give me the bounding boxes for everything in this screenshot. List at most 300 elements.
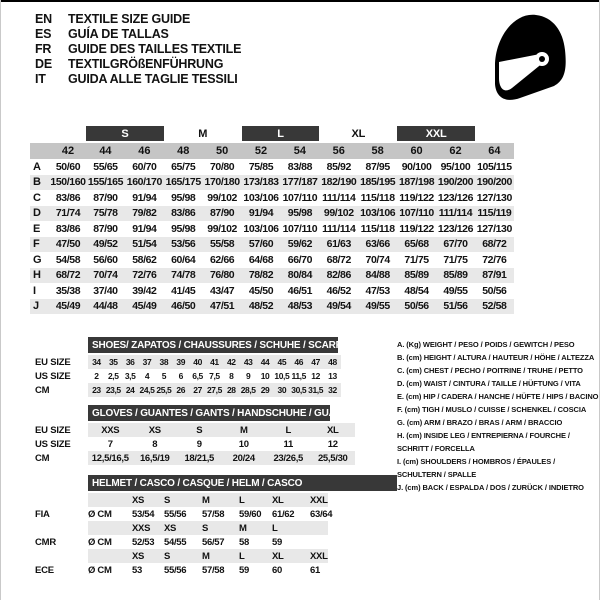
measurement-cell: 76/80 [209,269,235,282]
table-cell: 16,5/19 [139,452,170,464]
measurement-cell: 185/195 [360,176,396,189]
table-row [35,383,341,397]
table-cell: 31,5 [308,385,324,395]
measurement-cell: 111/114 [322,222,356,235]
size-band-xxl: XXL [397,126,475,141]
measurement-cell: 91/94 [248,207,274,220]
table-cell: 58 [239,536,249,548]
measurement-cell: 58/62 [132,253,157,266]
table-cell: M [202,494,210,506]
measurement-cell: 41/45 [171,284,196,297]
table-cell: 63/64 [310,508,333,520]
section-title-bar: HELMET / CASCO / CASQUE / HELM / CASCO [88,475,397,491]
measurement-cell: 103/106 [243,222,279,235]
table-cell: 11 [283,438,293,450]
measurement-row [30,283,514,299]
measurement-cell: 35/38 [55,284,81,297]
table-cell: 6 [178,371,183,381]
measurement-cell: 47/51 [209,300,235,313]
table-cell: 35 [108,357,118,367]
measurement-cell: 50/56 [482,284,507,297]
table-cell: S [202,522,209,534]
measurement-cell: 119/122 [399,191,434,204]
measurement-cell: 72/76 [132,269,157,282]
legend-line: I. (cm) SHOULDERS / HOMBROS / ÉPAULES / [397,457,556,466]
measurement-cell: 91/94 [132,222,157,235]
table-cell: 12 [327,438,338,450]
side-label: US SIZE [35,438,71,450]
guide-title: TEXTILE SIZE GUIDE [68,12,191,26]
page-top-border [0,0,600,2]
measurement-cell: 53/56 [171,238,196,251]
row-cells [88,423,355,437]
language-title-list [35,12,241,87]
section-header-row [35,405,355,423]
row-letter: I [33,284,37,297]
guide-title: GUIDE DES TAILLES TEXTILE [68,42,242,56]
table-cell: M [239,424,248,436]
size-band-xl: XL [351,127,366,140]
measurement-cell: 90/100 [401,160,432,173]
table-cell: S [196,424,203,436]
table-cell: 34 [92,357,101,367]
measurement-cell: 123/126 [437,191,474,204]
measurement-cell: 51/56 [443,300,468,313]
table-cell: 29 [260,385,270,395]
measurement-cell: 46/50 [171,300,196,313]
side-label: FIA [35,508,50,520]
measurement-row [30,268,514,284]
measurement-cell: 75/78 [93,207,118,220]
row-letter: E [33,222,41,235]
measurement-cell: 68/72 [482,238,507,251]
measurement-cell: 111/114 [322,191,356,204]
legend-line: G. (cm) ARM / BRAZO / BRAS / ARM / BRACCIO [397,418,563,427]
row-cells [88,383,341,397]
measurement-cell: 37/40 [93,284,118,297]
measurement-row [30,237,514,253]
table-cell: 59 [272,536,282,548]
measurement-cell: 83/86 [55,191,81,204]
row-cells [88,437,355,451]
table-cell: 23/26,5 [273,452,304,464]
measurement-cell: 99/102 [207,191,237,204]
shoes-size-table [35,337,349,397]
table-cell: 47 [311,357,320,367]
numeric-size: 42 [61,145,75,157]
numeric-size-row [30,143,514,159]
measurement-cell: 39/42 [132,284,157,297]
table-cell: 45 [277,357,287,367]
table-cell: 43 [243,357,253,367]
table-cell: 9 [196,438,202,450]
table-cell: 53/54 [132,508,155,520]
row-letter: C [33,191,41,204]
table-cell: 26 [176,385,186,395]
row-cells [88,507,333,521]
racing-helmet-icon [490,14,568,109]
measurement-row [30,299,514,315]
measurement-cell: 155/165 [87,176,124,189]
measurement-cell: 165/175 [165,176,201,189]
numeric-size: 54 [293,145,307,157]
measurement-cell: 173/183 [243,176,279,189]
measurement-cell: 49/55 [443,284,468,297]
section-title-bar: GLOVES / GUANTES / GANTS / HANDSCHUHE / GUANTI [88,405,330,421]
measurement-cell: 48/53 [287,300,313,313]
table-cell: XL [272,550,284,562]
row-cells [88,563,328,577]
section-header-row [35,475,397,493]
numeric-size: 56 [332,145,345,157]
table-row [35,451,355,465]
table-cell: 40 [193,357,202,367]
legend-line: B. (cm) HEIGHT / ALTURA / HAUTEUR / HÖHE / ALTEZZA [397,353,595,362]
table-cell: 27 [193,385,202,395]
table-cell: XXS [132,522,151,534]
measurement-cell: 45/50 [248,284,274,297]
language-code: FR [35,42,52,56]
table-cell: L [239,494,245,506]
measurement-row [30,252,514,268]
measurement-cell: 79/82 [132,207,157,220]
measurement-cell: 107/110 [282,222,318,235]
size-band-m: M [198,127,208,140]
size-band-row [30,126,514,141]
measurement-cell: 51/54 [132,238,157,251]
side-label: US SIZE [35,370,71,382]
measurement-cell: 75/85 [248,160,274,173]
row-cells [88,355,341,369]
measurement-cell: 55/65 [93,160,118,173]
measurement-row [30,175,514,191]
table-row [35,563,397,577]
measurement-cell: 63/66 [365,238,390,251]
numeric-size: 50 [215,145,229,157]
table-cell: 6,5 [192,371,203,381]
language-code: ES [35,27,52,41]
measurement-cell: 48/54 [404,284,429,297]
measurement-cell: 66/70 [287,253,313,266]
measurement-cell: 103/106 [360,207,396,220]
numeric-size: 52 [254,145,268,157]
language-row [35,57,241,72]
measurement-cell: 99/102 [207,222,237,235]
measurement-cell: 111/114 [438,207,473,220]
side-label: CM [35,384,50,396]
measurement-cell: 64/68 [248,253,274,266]
measurement-cell: 85/89 [404,269,429,282]
row-cells [88,535,328,549]
table-cell: 52/53 [132,536,155,548]
measurement-cell: 71/74 [55,207,81,220]
measurement-cell: 71/75 [443,253,468,266]
measurement-cell: 91/94 [132,191,157,204]
table-cell: 61/62 [272,508,295,520]
table-cell: 56/57 [202,536,225,548]
measurement-cell: 57/60 [248,238,274,251]
legend-line: D. (cm) WAIST / CINTURA / TAILLE / HÜFTUNG / VITA [397,379,581,388]
measurement-cell: 47/50 [55,238,81,251]
table-row [35,507,397,521]
table-cell: 24 [125,385,135,395]
table-cell: XXS [101,424,120,436]
table-cell: 42 [226,357,236,367]
table-cell: 59 [239,564,249,576]
gloves-size-table [35,405,355,465]
table-cell: XS [132,494,145,506]
table-cell: 23,5 [105,385,121,395]
row-letter: F [33,238,40,251]
section-header-row [35,337,349,355]
language-row [35,42,241,57]
guide-title: GUÍA DE TALLAS [68,27,169,41]
table-cell: 12 [311,371,320,381]
measurement-cell: 182/190 [321,176,357,189]
row-cells [88,493,328,507]
table-cell: 8 [152,438,158,450]
numeric-size: 60 [410,145,423,157]
table-cell: 2 [94,371,99,381]
measurement-cell: 177/187 [282,176,318,189]
table-cell: XL [272,494,284,506]
measurement-cell: 50/56 [404,300,429,313]
table-cell: 7 [107,438,113,450]
numeric-size: 58 [371,145,384,157]
table-cell: 18/21,5 [184,452,215,464]
measurement-cell: 61/63 [326,238,351,251]
measurement-cell: 170/180 [204,176,240,189]
language-row [35,12,241,27]
table-cell: 38 [159,357,169,367]
table-cell: Ø CM [88,536,112,548]
measurement-cell: 45/49 [132,300,157,313]
side-label: EU SIZE [35,356,71,368]
measurement-cell: 87/91 [482,269,507,282]
table-cell: XXL [310,494,328,506]
legend-line: SCHRITT / FORCELLA [397,444,475,453]
measurement-cell: 123/126 [437,222,474,235]
table-cell: 55/56 [164,508,187,520]
table-cell: 13 [328,371,337,381]
helmet-size-table [35,475,397,577]
measurement-cell: 70/80 [209,160,235,173]
measurement-cell: 83/88 [287,160,313,173]
measurement-cell: 62/66 [209,253,235,266]
table-cell: 25,5 [156,385,172,395]
table-cell: 12,5/16,5 [91,452,129,464]
table-cell: 5 [161,371,167,381]
measurement-cell: 160/170 [126,176,162,189]
measurement-cell: 95/98 [287,207,313,220]
table-cell: S [164,550,171,562]
measurement-cell: 85/89 [443,269,468,282]
table-cell: 7,5 [209,371,220,381]
measurement-row [30,206,514,222]
measurement-cell: 67/70 [443,238,468,251]
legend-line: A. (Kg) WEIGHT / PESO / POIDS / GEWITCH / PESO [397,340,575,349]
main-size-table [30,126,514,314]
row-cells [88,549,328,563]
table-cell: 10 [238,438,249,450]
table-cell: 37 [142,357,152,367]
measurement-cell: 49/55 [365,300,390,313]
numeric-size: 44 [99,145,112,157]
measurement-cell: 95/100 [440,160,471,173]
measurement-cell: 95/98 [171,191,196,204]
measurement-legend [397,338,597,494]
measurement-cell: 87/90 [209,207,235,220]
measurement-cell: 84/88 [365,269,390,282]
table-cell: 10,5 [274,371,290,381]
measurement-cell: 68/72 [326,253,351,266]
table-cell: 44 [260,357,270,367]
table-cell: 41 [210,357,219,367]
table-cell: XS [148,424,161,436]
measurement-cell: 87/90 [93,222,118,235]
language-code: EN [35,12,52,26]
guide-title: GUIDA ALLE TAGLIE TESSILI [68,72,238,86]
language-row [35,72,241,87]
measurement-cell: 115/118 [360,222,395,235]
table-cell: 60 [272,564,282,576]
measurement-cell: 46/52 [326,284,351,297]
table-cell: 3,5 [124,371,136,381]
table-cell: 23 [92,385,101,395]
measurement-cell: 115/118 [360,191,395,204]
table-cell: Ø CM [88,508,112,520]
measurement-cell: 78/82 [248,269,274,282]
row-cells [88,521,328,535]
table-row [35,355,341,369]
legend-line: J. (cm) BACK / ESPALDA / DOS / ZURÜCK / INDIETRO [397,483,584,492]
table-cell: L [239,550,245,562]
table-cell: XL [326,424,339,436]
row-cells [88,369,341,383]
measurement-row [30,190,514,206]
table-cell: 61 [310,564,320,576]
measurement-cell: 82/86 [326,269,351,282]
legend-line: SCHULTERN / SPALLE [397,470,477,479]
side-label: ECE [35,564,54,576]
table-row [35,535,397,549]
numeric-size: 48 [177,145,190,157]
measurement-cell: 87/90 [93,191,118,204]
size-band-l: L [242,126,320,141]
measurement-cell: 119/122 [399,222,434,235]
table-cell: 30 [277,385,287,395]
table-cell: 28,5 [240,385,256,395]
measurement-cell: 70/74 [93,269,118,282]
table-row [35,437,355,451]
table-cell: XS [132,550,145,562]
table-cell: Ø CM [88,564,112,576]
row-letter: D [33,207,41,220]
measurement-cell: 99/102 [323,207,354,220]
measurement-cell: 71/75 [404,253,429,266]
measurement-cell: 72/76 [482,253,507,266]
row-letter: H [33,269,41,282]
row-cells [88,451,355,465]
table-cell: 48 [328,357,337,367]
table-cell: S [164,494,171,506]
measurement-cell: 103/106 [243,191,279,204]
measurement-cell: 52/58 [482,300,507,313]
table-cell: 24,5 [139,385,155,395]
measurement-cell: 187/198 [398,176,435,189]
language-code: DE [35,57,52,71]
measurement-cell: 127/130 [476,191,512,204]
table-cell: 4 [144,371,150,381]
table-row [35,369,341,383]
legend-line: C. (cm) CHEST / PECHO / POITRINE / TRUHE / PETTO [397,366,583,375]
table-cell: 53 [132,564,142,576]
row-letter: A [33,160,41,173]
measurement-cell: 190/200 [437,176,474,189]
row-letter: G [33,253,42,266]
measurement-cell: 49/54 [326,300,351,313]
measurement-cell: 115/119 [477,207,512,220]
measurement-cell: 44/48 [93,300,118,313]
table-cell: XXL [310,550,328,562]
measurement-cell: 60/70 [132,160,157,173]
measurement-cell: 47/53 [365,284,390,297]
table-cell: 59/60 [239,508,262,520]
table-cell: L [272,522,278,534]
measurement-cell: 105/115 [477,160,512,173]
measurement-cell: 190/200 [476,176,512,189]
measurement-cell: 150/160 [50,176,86,189]
measurement-cell: 83/86 [171,207,196,220]
table-row [35,423,355,437]
section-title-bar: SHOES/ ZAPATOS / CHAUSSURES / SCHUHE / SCARPE [88,337,338,353]
measurement-cell: 46/51 [287,284,313,297]
page-left-border [0,0,1,600]
numeric-size: 64 [488,145,501,157]
measurement-row [30,221,514,237]
table-cell: 30,5 [291,385,307,395]
table-cell: M [202,550,210,562]
table-cell: 32 [328,385,337,395]
measurement-cell: 50/60 [55,160,81,173]
measurement-cell: 70/74 [365,253,390,266]
table-cell: 2,5 [107,371,119,381]
measurement-cell: 87/95 [365,160,390,173]
measurement-cell: 95/98 [171,222,196,235]
table-cell: 55/56 [164,564,187,576]
measurement-cell: 54/58 [55,253,81,266]
measurement-cell: 45/49 [55,300,81,313]
table-cell: 46 [294,357,304,367]
measurement-cell: 85/92 [326,160,351,173]
measurement-cell: 68/72 [55,269,81,282]
measurement-cell: 83/86 [55,222,81,235]
table-cell: L [285,424,291,436]
guide-title: TEXTILGRÖßENFÜHRUNG [68,57,224,71]
measurement-cell: 59/62 [287,238,313,251]
table-cell: XS [164,522,177,534]
size-band-s: S [86,126,164,141]
measurement-cell: 74/78 [171,269,196,282]
side-label: EU SIZE [35,424,71,436]
measurement-cell: 65/68 [404,238,429,251]
numeric-size: 62 [449,145,462,157]
table-cell: 25,5/30 [317,452,348,464]
side-label: CM [35,452,50,464]
table-cell: 8 [229,371,234,381]
table-cell: 28 [226,385,236,395]
language-row [35,27,241,42]
